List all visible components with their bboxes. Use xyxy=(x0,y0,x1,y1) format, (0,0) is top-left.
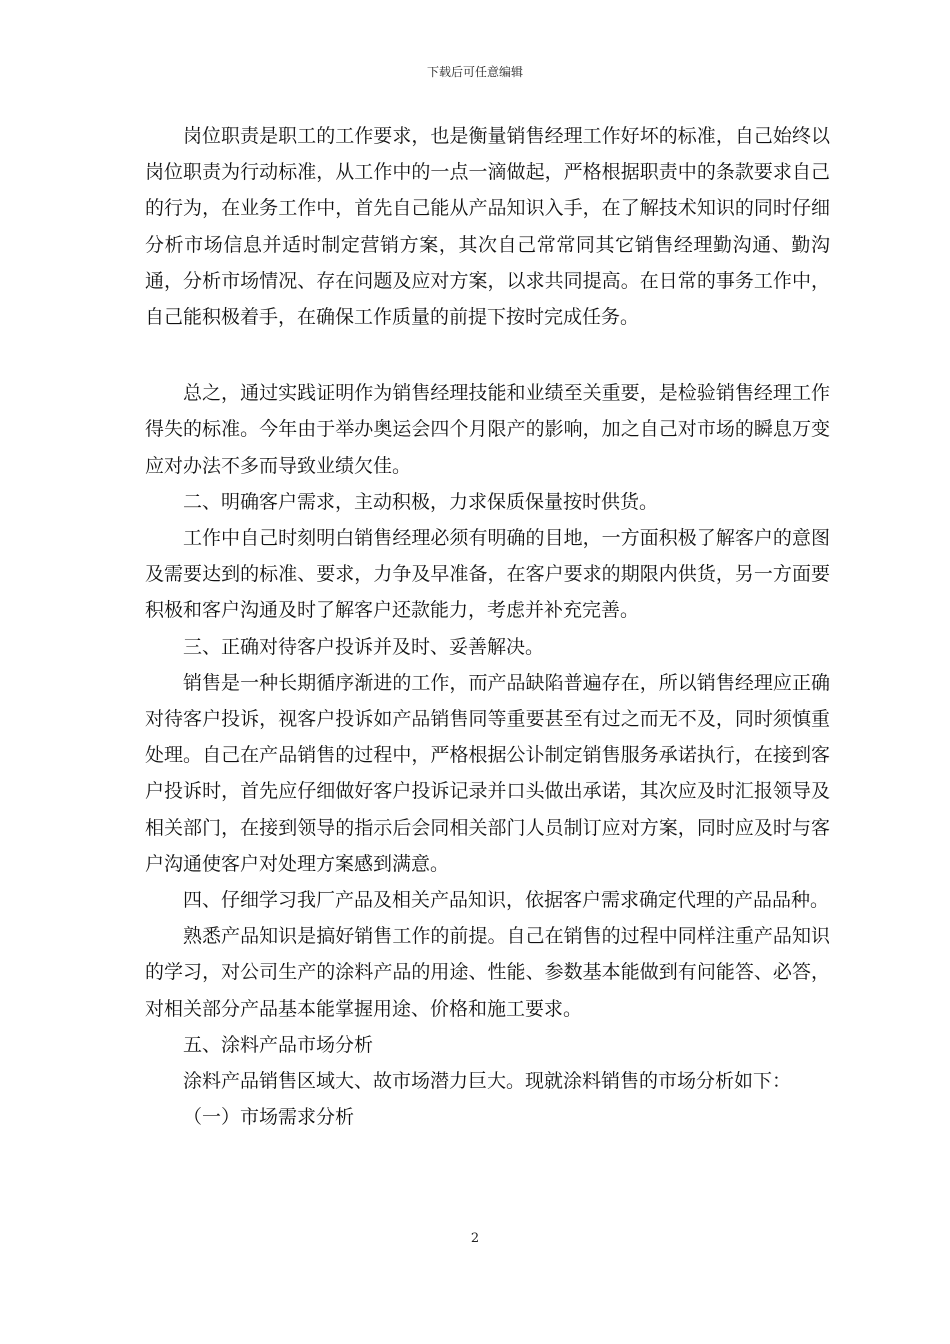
section-heading-customer-needs: 二、明确客户需求，主动积极，力求保质保量按时供货。 xyxy=(183,490,659,513)
document-body xyxy=(145,118,830,1135)
page-number: 2 xyxy=(470,1231,480,1246)
section-heading-complaints: 三、正确对待客户投诉并及时、妥善解决。 xyxy=(183,635,545,658)
section-heading-market-analysis: 五、涂料产品市场分析 xyxy=(183,1033,374,1056)
paragraph-complaints: 销售是一种长期循序渐进的工作，而产品缺陷普遍存在，所以销售经理应正确对待客户投诉，视客户投诉如产品销售同等重要甚至有过之而无不及，同时须慎重处理。自己在产品销售的过程中，严格根据公讣制定销售服务承诺执行，在接到客户投诉时，首先应仔细做好客户投诉记录并口头做出承诺，其次应及时汇报领导及相关部门，在接到领导的指示后会同相关部门人员制订应对方案，同时应及时与客户沟通使客户对处理方案感到满意。 xyxy=(145,671,830,875)
paragraph-product-knowledge: 熟悉产品知识是搞好销售工作的前提。自己在销售的过程中同样注重产品知识的学习，对公司生产的涂料产品的用途、性能、参数基本能做到有问能答、必答，对相关部分产品基本能掌握用途、价格和施工要求。 xyxy=(145,925,830,1020)
page-header: 下载后可任意编辑 xyxy=(426,65,523,79)
section-heading-product-knowledge: 四、仔细学习我厂产品及相关产品知识，依据客户需求确定代理的产品品种。 xyxy=(183,889,830,912)
subsection-heading-market-demand: （一）市场需求分析 xyxy=(183,1106,355,1129)
paragraph-job-responsibility: 岗位职责是职工的工作要求，也是衡量销售经理工作好坏的标准，自己始终以岗位职责为行动标准，从工作中的一点一滴做起，严格根据职责中的条款要求自己的行为，在业务工作中，首先自己能从产品知识入手，在了解技术知识的同时仔细分析市场信息并适时制定营销方案，其次自己常常同其它销售经理勤沟通、勤沟通，分析市场情况、存在问题及应对方案，以求共同提高。在日常的事务工作中，自己能积极着手，在确保工作质量的前提下按时完成任务。 xyxy=(145,125,830,329)
paragraph-market-analysis: 涂料产品销售区域大、故市场潜力巨大。现就涂料销售的市场分析如下： xyxy=(183,1070,792,1093)
paragraph-spacer xyxy=(145,335,830,375)
paragraph-summary: 总之，通过实践证明作为销售经理技能和业绩至关重要，是检验销售经理工作得失的标准。今年由于举办奥运会四个月限产的影响，加之自己对市场的瞬息万变应对办法不多而导致业绩欠佳。 xyxy=(145,382,830,477)
paragraph-customer-needs: 工作中自己时刻明白销售经理必须有明确的目地，一方面积极了解客户的意图及需要达到的标准、要求，力争及早准备，在客户要求的期限内供货，另一方面要积极和客户沟通及时了解客户还款能力，考虑并补充完善。 xyxy=(145,527,830,622)
